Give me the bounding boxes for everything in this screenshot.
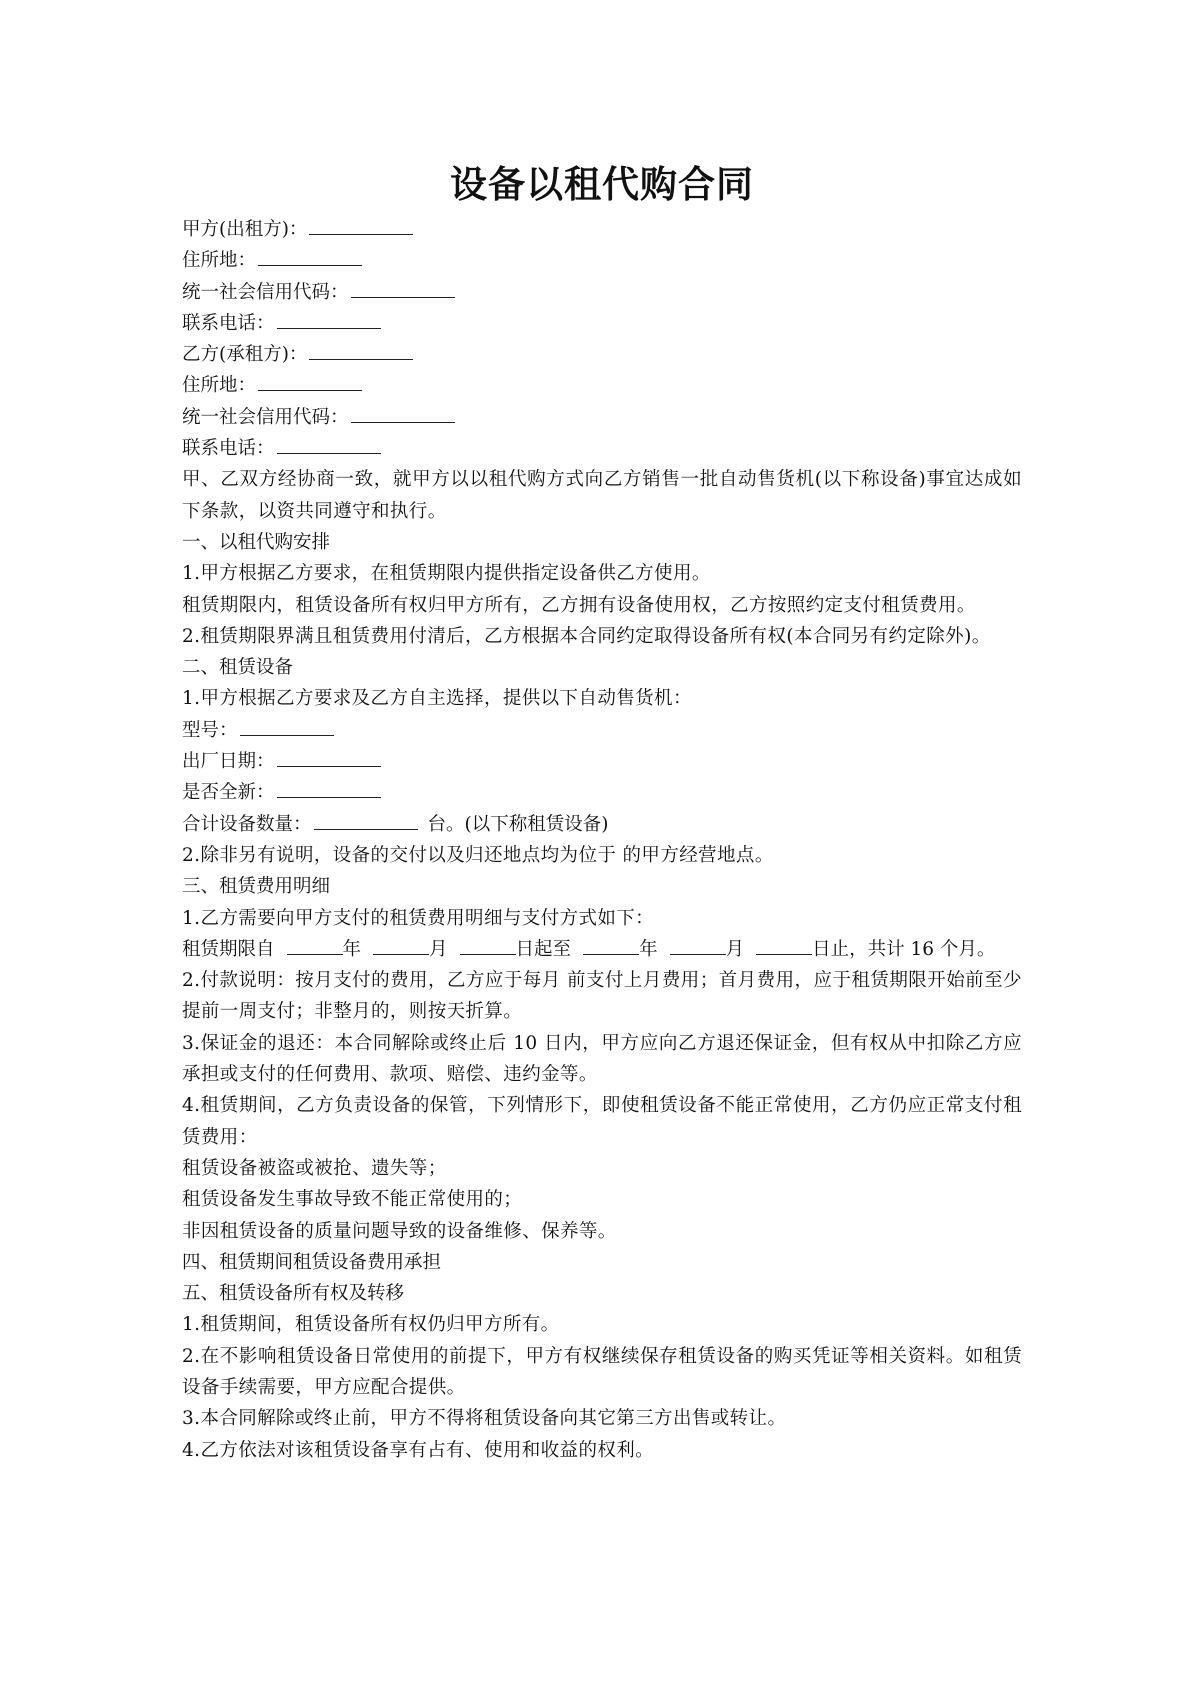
party-a-name-line (182, 214, 1022, 245)
party-b-phone-label: 联系电话： (182, 438, 275, 460)
section-4-heading: 四、租赁期间租赁设备费用承担 (182, 1251, 442, 1273)
section-1-clause-2: 2.租赁期限界满且租赁费用付清后，乙方根据本合同约定取得设备所有权(本合同另有约定除外)。 (182, 625, 991, 647)
party-b-phone-line (182, 433, 1022, 464)
section-2 (182, 652, 1022, 871)
manufacture-date-blank (277, 748, 381, 767)
party-b-address-blank (258, 372, 362, 391)
party-b-credit-code-label: 统一社会信用代码： (182, 406, 349, 428)
quantity-line (182, 809, 1022, 840)
party-b-phone-blank (277, 435, 381, 454)
party-b-block (182, 339, 1022, 464)
section-2-clause-2: 2.除非另有说明，设备的交付以及归还地点均为位于 的甲方经营地点。 (182, 844, 774, 866)
quantity-suffix: 台。(以下称租赁设备) (427, 813, 609, 835)
section-2-clause-1: 1.甲方根据乙方要求及乙方自主选择，提供以下自动售货机： (182, 688, 692, 710)
party-a-block (182, 214, 1022, 339)
end-day-suffix: 日止，共计 16 个月。 (812, 938, 996, 960)
section-5-clause-2: 2.在不影响租赁设备日常使用的前提下，甲方有权继续保存租赁设备的购买凭证等相关资料。如租赁设备手续需要，甲方应配合提供。 (182, 1345, 1022, 1398)
section-2-heading: 二、租赁设备 (182, 657, 294, 679)
section-5-clause-4: 4.乙方依法对该租赁设备享有占有、使用和收益的权利。 (182, 1439, 655, 1461)
section-1-heading: 一、以租代购安排 (182, 531, 331, 553)
model-blank (240, 717, 334, 736)
brand-new-label: 是否全新： (182, 782, 275, 804)
section-3-case-1: 租赁设备被盗或被抢、遗失等； (182, 1157, 447, 1179)
party-b-name-line (182, 339, 1022, 370)
end-month-blank (670, 936, 726, 955)
brand-new-blank (277, 779, 381, 798)
end-day-blank (756, 936, 812, 955)
section-3-heading: 三、租赁费用明细 (182, 876, 331, 898)
lease-term-prefix: 租赁期限自 (182, 938, 275, 960)
party-b-name-blank (309, 341, 413, 360)
party-a-phone-blank (277, 310, 381, 329)
end-month-label: 月 (725, 938, 745, 960)
party-a-address-blank (258, 247, 362, 266)
section-5-clause-3: 3.本合同解除或终止前，甲方不得将租赁设备向其它第三方出售或转让。 (182, 1408, 787, 1430)
section-1 (182, 527, 1022, 652)
section-4 (182, 1247, 1022, 1278)
start-day-blank (460, 936, 516, 955)
document-title: 设备以租代购合同 (450, 163, 754, 206)
party-a-credit-code-line (182, 277, 1022, 308)
party-a-role-label: 甲方(出租方)： (182, 219, 308, 240)
party-a-phone-line (182, 308, 1022, 339)
start-year-blank (287, 936, 343, 955)
model-line (182, 715, 1022, 746)
party-a-address-label: 住所地： (182, 250, 257, 272)
start-year-label: 年 (342, 938, 362, 960)
party-a-name-blank (309, 216, 413, 235)
section-1-clause-1: 1.甲方根据乙方要求，在租赁期限内提供指定设备供乙方使用。 (182, 563, 711, 585)
party-a-credit-code-blank (351, 279, 455, 298)
section-3-clause-1: 1.乙方需要向甲方支付的租赁费用明细与支付方式如下： (182, 907, 655, 929)
manufacture-date-line (182, 746, 1022, 777)
manufacture-date-label: 出厂日期： (182, 751, 275, 773)
party-b-address-label: 住所地： (182, 375, 257, 397)
party-a-phone-label: 联系电话： (182, 312, 275, 334)
party-b-credit-code-blank (351, 404, 455, 423)
section-3-clause-3: 3.保证金的退还：本合同解除或终止后 10 日内，甲方应向乙方退还保证金，但有权从中扣除乙方应承担或支付的任何费用、款项、赔偿、违约金等。 (182, 1032, 1022, 1086)
model-label: 型号： (182, 719, 238, 741)
section-3-clause-2: 2.付款说明：按月支付的费用，乙方应于每月 前支付上月费用；首月费用，应于租赁期限开始前至少提前一周支付；非整月的，则按天折算。 (182, 970, 1022, 1023)
lease-term-line (182, 934, 1022, 965)
start-day-label: 日起至 (515, 938, 572, 960)
contract-page (182, 158, 1022, 1466)
party-a-address-line (182, 245, 1022, 276)
section-3-clause-4: 4.租赁期间，乙方负责设备的保管，下列情形下，即使租赁设备不能正常使用，乙方仍应正常支付租赁费用： (182, 1095, 1022, 1148)
preamble: 甲、乙双方经协商一致，就甲方以以租代购方式向乙方销售一批自动售货机(以下称设备)事宜达成如下条款，以资共同遵守和执行。 (182, 469, 1022, 522)
section-3-case-2: 租赁设备发生事故导致不能正常使用的； (182, 1189, 523, 1211)
end-year-label: 年 (639, 938, 658, 960)
quantity-label: 合计设备数量： (182, 813, 312, 835)
quantity-blank (314, 811, 418, 830)
start-month-label: 月 (429, 938, 448, 960)
brand-new-line (182, 777, 1022, 808)
section-1-clause-1-detail: 租赁期限内，租赁设备所有权归甲方所有，乙方拥有设备使用权，乙方按照约定支付租赁费用。 (182, 594, 976, 616)
end-year-blank (583, 936, 639, 955)
section-5 (182, 1278, 1022, 1466)
party-b-role-label: 乙方(承租方)： (182, 344, 308, 366)
party-a-credit-code-label: 统一社会信用代码： (182, 281, 349, 303)
section-3 (182, 871, 1022, 1247)
party-b-credit-code-line (182, 402, 1022, 433)
start-month-blank (373, 936, 429, 955)
section-5-clause-1: 1.租赁期间，租赁设备所有权仍归甲方所有。 (182, 1314, 560, 1336)
section-3-case-3: 非因租赁设备的质量问题导致的设备维修、保养等。 (182, 1220, 617, 1242)
section-5-heading: 五、租赁设备所有权及转移 (182, 1283, 405, 1305)
party-b-address-line (182, 370, 1022, 401)
